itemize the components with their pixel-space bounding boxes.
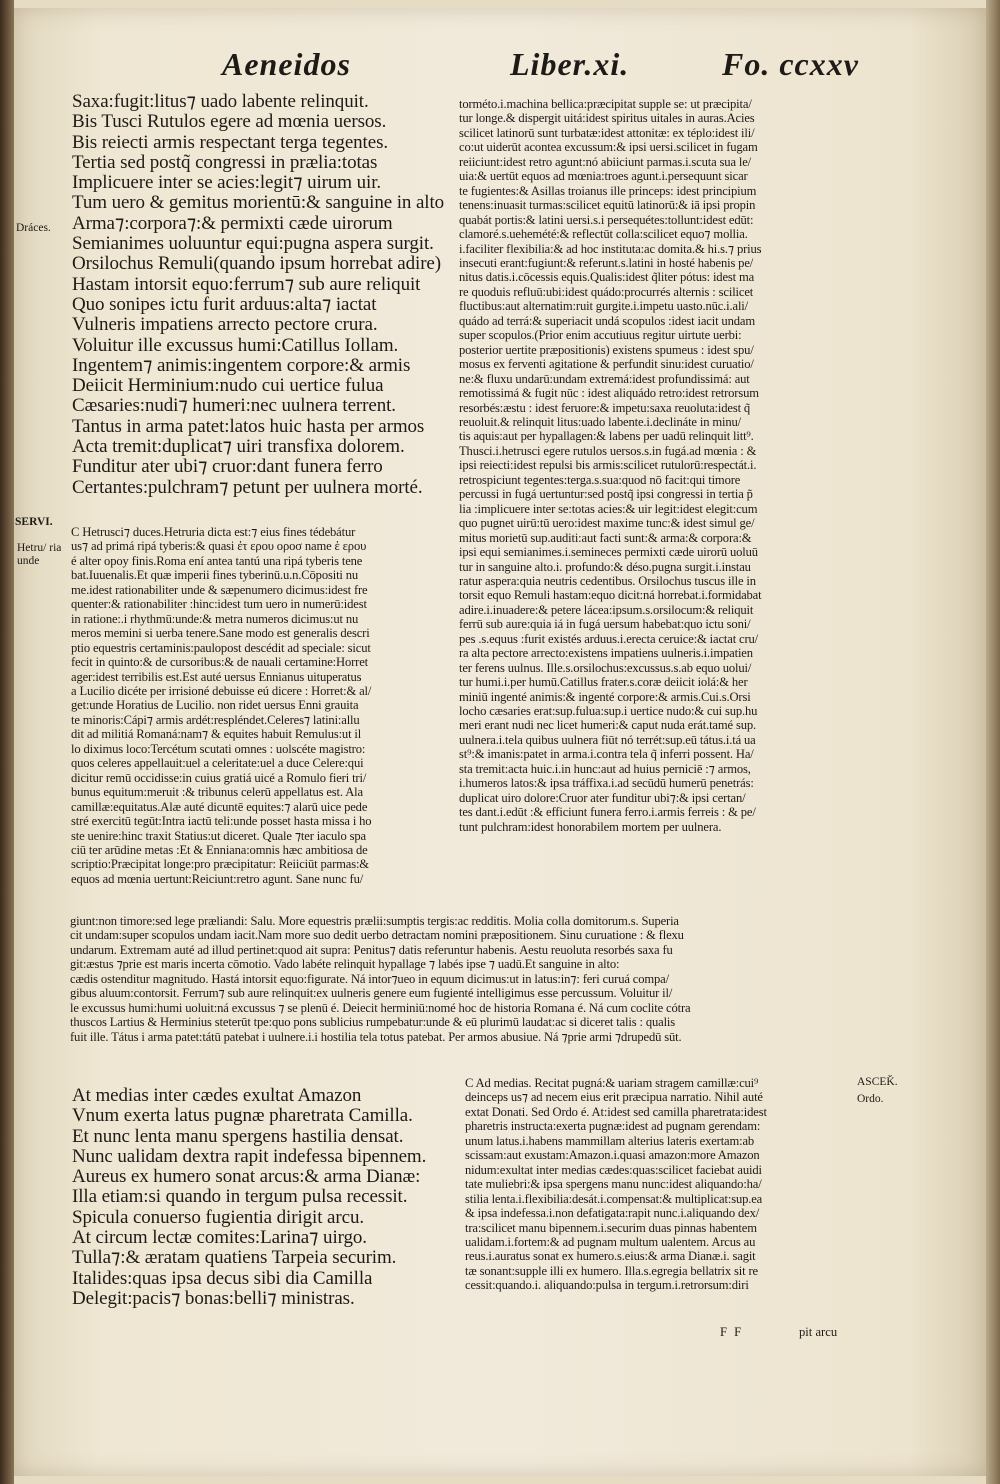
verse-top-line: Tertia sed postq̃ congressi in prælia:totas	[72, 152, 378, 173]
servius-right-line: tur humi.i.per humū.Catillus frater.s.coræ deiicit iolá:& her	[459, 675, 748, 690]
servius-right-line: ter ferens uulnus. Ille.s.orsilochus:excussus.s.ab equo uolui/	[459, 660, 752, 675]
servius-right-line: super scopulos.(Prior enim accutiuus regitur uirtute uerbi:	[459, 328, 742, 343]
header-book: Liber.xi.	[510, 46, 630, 82]
servius-right-line: Thusci.i.hetrusci egere rutulos uersos.s.in fugá.ad mœnia : &	[459, 443, 757, 458]
servius-right-line: miniū ingenté animis:& ingenté corpore:& armis.Cui.s.Orsi	[459, 689, 751, 704]
servius-right-line: posterior uertite præpositionis) existens spumeus : idest spu/	[459, 342, 754, 357]
servius-left-line: ste uenire:hinc traxit Statius:ut diceret. Quale ⁊ter iaculo spa	[71, 828, 366, 843]
servius-right-line: uulnera.i.tela quibus uulnera fiūt nó terrét:sup.eū tátus.i.tá ua	[459, 732, 756, 747]
verse-top-line: Tum uero & gemitus morientū:& sanguine in alto	[72, 193, 445, 214]
verse-bottom-line: At circum lectæ comites:Larina⁊ uirgo.	[72, 1228, 367, 1249]
margin-note-ascen: ASCEǨ.	[857, 1076, 898, 1088]
verse-top-line: Ingentem⁊ animis:ingentem corpore:& armis	[72, 355, 411, 376]
verse-top-line: Certantes:pulchram⁊ petunt per uulnera morté.	[72, 477, 423, 498]
servius-right-line: mitus morietū sup.auditi:aut facti sunt:& arma:& corpora:&	[459, 530, 752, 545]
servius-right-line: torméto.i.machina bellica:præcipitat supple se: ut præcipita/	[459, 97, 752, 111]
servius-right-line: meri erant nudi nec licet humeri:& caput nuda erát.tamé sup.	[459, 718, 756, 733]
servius-bottom-line: pharetris instructa:exerta pugnæ:idest ad pugnam gerendam:	[465, 1119, 761, 1134]
servius-bottom-line: cessit:quando.i. aliquando:pulsa in tergum.i.retrorsum:diri	[465, 1278, 749, 1293]
servius-right-line: reiiciunt:idest retro agunt:nó abiiciunt parmas.i.scuta sua le/	[459, 154, 752, 169]
verse-top-line: Implicuere inter se acies:legit⁊ uirum uir.	[72, 173, 382, 194]
servius-left-line: meros memini si uerba tenere.Sane modo est generalis descri	[71, 626, 370, 641]
servius-left-line: us⁊ ad primá ripá tyberis:& quasi ἐτ ερου οροσ name ἑ ερου	[71, 539, 367, 554]
servius-bottom-line: unum latus.i.habens mammillam alterius lateris exertam:ab	[465, 1133, 755, 1148]
servius-full-line: gibus aluum:contorsit. Ferrum⁊ sub aure relinquit:ex uulneris genere eum fugienté intelligimus esse percussum. Voluitur il/	[70, 986, 673, 1001]
catchword: pit arcu	[799, 1325, 838, 1339]
header-folio: Fo. ccxxv	[722, 46, 859, 82]
servius-right-line: fluctibus:aut alternatim:ruit gurgite.i.impetu uasto.nūc.i.ali/	[459, 299, 749, 314]
servius-bottom-line: tate muliebri:& ipsa spergens manu nunc:idest aliquando:ha/	[465, 1177, 762, 1192]
servius-full-line: thuscos Lartius & Herminius steterūt tpe:quo pons sublicius rumpebatur:unde & eū plurimū laudat:ac si diceret talis : qualis	[70, 1015, 676, 1030]
servius-right-line: quádo ad terrá:& superiacit undá scopulos :idest iacit undam	[459, 313, 755, 328]
verse-bottom-line: Spicula conuerso fugientia dirigit arcu.	[72, 1207, 364, 1228]
servius-left-line: quenter:& rationabiliter :hinc:idest tum uero in numerū:idest	[71, 597, 367, 612]
servius-left-line: lo diximus loco:Tercétum scutati omnes : uolscéte magistro:	[71, 741, 366, 756]
servius-right-line: i.humeros latos:& ipsa tráffixa.i.ad secūdū humerū penetrás:	[459, 776, 754, 791]
servius-right-line: percussi in fugá uertuntur:sed postq̃ ipsi congressi in tertia p̃	[459, 487, 753, 502]
servius-right-line: clamoré.s.uehemété:& reflectūt colla:scilicet equo⁊ mollia.	[459, 227, 748, 242]
servius-right-line: ferrū sub aure:quia iá in fugá uersum habebat:quo ictu soni/	[459, 617, 751, 632]
servius-left-line: C Hetrusci⁊ duces.Hetruria dicta est:⁊ eius fines tédebátur	[71, 525, 356, 539]
running-header	[0, 46, 1000, 90]
servius-full-line: git:æstus ⁊prie est maris incerta cōmotio. Vado labéte relinquit hypallage ⁊ labés ipse ⁊ uadū.Et sanguine in alto:	[70, 957, 620, 972]
servius-right-line: tenens:inuasit turmas:scilicet equitū latinorū:& iā ipsi propin	[459, 198, 756, 213]
servius-left-line: in ratione:.i rhythmū:unde:& metra numeros dicimus:ut nu	[71, 611, 359, 626]
verse-bottom-line: At medias inter cædes exultat Amazon	[72, 1086, 362, 1106]
servius-bottom-line: ualidam.i.fortem:& ad pugnam multum ualentem. Arcus au	[465, 1234, 756, 1249]
servius-full-line: cit undam:super scopulos undam iacit.Nam more suo dedit uerbo detractam nomini præpositionem. Sinu curuatione : & flexu	[70, 928, 684, 943]
servius-right-line: tur longe.& dispergit uitá:idest spiritus uitales in auras.Acies	[459, 111, 755, 126]
servius-right-line: co:ut uiderūt acontea excussum:& ipsi uersi.scilicet in fugam	[459, 140, 758, 155]
servius-bottom-line: stilia lenta.i.flexibilia:desát.i.compensat:& multiplicat:sup.ea	[465, 1191, 763, 1206]
servius-left-line: quos celeres appellauit:uel a celeritate:uel a duce Celere:qui	[71, 756, 364, 771]
verse-bottom-line: Vnum exerta latus pugnæ pharetrata Camilla.	[72, 1106, 413, 1127]
servius-left-line: ager:idest terribilis est.Est auté uersus Ennianus uituperatus	[71, 669, 362, 684]
servius-right-line: sta tremit:acta huic.i.in hunc:aut ad huius perniciē :⁊ armos,	[459, 761, 751, 776]
servius-right-line: quo pugnet uirū:tū uero:idest maxime tunc:& idest simul ge/	[459, 516, 755, 531]
servius-right-line: remotissimá & fugit nūc : idest aliquádo retro:idest retrorsum	[459, 386, 759, 401]
verse-top-line: Deiicit Herminium:nudo cui uertice fulua	[72, 376, 384, 397]
servius-bottom-line: reus.i.auratus sonat ex humero.s.eius:& arma Dianæ.i. sagit	[465, 1249, 756, 1264]
servius-left-line: dit ad militiá Romaná:nam⁊ & equites habuit Remulus:ut il	[71, 727, 362, 742]
servius-right-line: tes dant.i.edūt :& efficiunt funera ferro.i.armis ferreis : & pe/	[459, 805, 756, 820]
margin-note-hetruria: Hetru/ ria unde	[17, 542, 62, 567]
commentary-full-width	[70, 914, 850, 1044]
servius-left-line: get:unde Horatius de Lucilio. non ridet uersus Enni grauita	[71, 698, 359, 713]
servius-left-line: stré exercitū tegūt:Intra iactū teli:unde posset hasta missa i ho	[71, 814, 372, 829]
margin-note-ordo: Ordo.	[857, 1093, 884, 1105]
commentary-right	[459, 97, 851, 834]
servius-bottom-line: extat Donati. Sed Ordo é. At:idest sed camilla pharetrata:idest	[465, 1104, 767, 1119]
verse-top-line: Cæsaries:nudi⁊ humeri:nec uulnera terrent.	[72, 396, 396, 417]
servius-left-line: dicitur remū occidisse:in cuius gratiá uicé a Romulo fieri tri/	[71, 770, 367, 785]
verse-top-line: Acta tremit:duplicat⁊ uiri transfixa dolorem.	[72, 437, 405, 458]
servius-right-line: nitus datis.i.cōcessis equis.Qualis:idest q̃liter pótus: idest ma	[459, 270, 755, 285]
verse-top-line: Arma⁊:corpora⁊:& permixti cæde uirorum	[72, 213, 393, 234]
servius-right-line: adire.i.inuadere:& petere lácea:ipsum.s.orsilocum:& reliquit	[459, 602, 754, 617]
verse-top-line: Quo sonipes ictu furit arduus:alta⁊ iactat	[72, 294, 377, 315]
servius-right-line: st⁹:& imanis:patet in arma.i.contra tela q̃ inferri possent. Ha/	[459, 747, 754, 762]
servius-right-line: ne:& fluxu undarū:undam extremá:idest profundissimá: aut	[459, 371, 750, 386]
verse-bottom-line: Aureus ex humero sonat arcus:& arma Dianæ:	[72, 1167, 421, 1188]
verse-top-line: Bis reiecti armis respectant terga tegentes.	[72, 132, 389, 153]
servius-full-line: undarum. Extremam auté ad illud pertinet:quod ait supra: Penitus⁊ datis referuntur habenis. Aestu reuoluta resorbés saxa fu	[70, 942, 673, 957]
servius-right-line: locho cæsaries erat:sup.fulua:sup.i uertice nudo:& cui sup.hu	[459, 704, 758, 719]
servius-left-line: ciū ter arūdine metas :Et & Enniana:omnis hæc ambitiosa de	[71, 842, 368, 857]
servius-right-line: ratur aspera:quia neutris cedentibus. Orsilochus tuscus ille in	[459, 573, 756, 588]
servius-bottom-line: & ipsa indefessa.i.non defatigata:rapit nunc.i.aliquando dex/	[465, 1206, 760, 1221]
book-spine	[0, 0, 14, 1484]
servius-right-line: tur in sanguine alto.i. profundo:& déso.pugna surgit.i.instau	[459, 559, 751, 574]
signature-mark: F F	[720, 1325, 744, 1339]
servius-right-line: resorbés:æstu : idest feruore:& impetu:saxa reuoluta:idest q̃	[459, 400, 751, 415]
verse-top-line: Funditur ater ubi⁊ cruor:dant funera ferro	[72, 457, 383, 478]
servius-full-line: giunt:non timore:sed lege præliandi: Salu. More equestris prælii:sumptis tergis:ac redditis. Molia colla domitorum.s. Superia	[70, 914, 679, 928]
servius-left-line: scriptio:Præcipitat longe:pro præcipitatur: Reiiciūt parmas:&	[71, 857, 369, 872]
servius-left-line: a Lucilio dicéte per irrisioné debuisse eú dicere : Horret:& al/	[71, 683, 372, 698]
servius-right-line: te fugientes:& Asillas troianus ille princeps: idest principium	[459, 183, 757, 198]
servius-right-line: tis aquis:aut per hypallagen:& labens per uadū relinquit litt⁹.	[459, 429, 754, 444]
servius-right-line: torsit equo Remuli hastam:equo dicit:ná horrebat.i.formidabat	[459, 588, 762, 603]
verse-top-line: Hastam intorsit equo:ferrum⁊ sub aure reliquit	[72, 274, 421, 295]
servius-right-line: reuoluit.& relinquit litus:uado labente.i.declináte in minu/	[459, 414, 741, 429]
verse-block-bottom	[72, 1086, 462, 1309]
margin-note-servius: SERVI.	[15, 516, 53, 528]
commentary-left	[71, 525, 453, 886]
servius-full-line: le excussus humi:humi uoluit:ná excussus ⁊ se plenū é. Deiecit herminiū:nomé hoc de historia Romana é. Ná cum coclite cótra	[70, 1000, 691, 1015]
servius-right-line: mosus ex ferventi agitatione & perfundit sinu:idest curuatio/	[459, 357, 754, 372]
servius-full-line: cædis ostenditur magnitudo. Hastá intorsit equo:figurate. Ná intor⁊ueo in equum dicimus:ut in latus:in⁊: feri curuá compa/	[70, 971, 669, 986]
verse-top-line: Tantus in arma patet:latos huic hasta per armos	[72, 416, 425, 437]
verse-bottom-line: Nunc ualidam dextra rapit indefessa bipennem.	[72, 1146, 427, 1167]
servius-right-line: uia:& uertūt equos ad mœnia:troes agunt.i.persequunt sicar	[459, 169, 748, 184]
verse-block-top	[72, 92, 446, 498]
verse-bottom-line: Italides:quas ipsa decus sibi dia Camilla	[72, 1268, 373, 1289]
verse-bottom-line: Et nunc lenta manu spergens hastilia densat.	[72, 1126, 404, 1147]
verse-bottom-line: Tulla⁊:& æratam quatiens Tarpeia securim.	[72, 1248, 397, 1269]
margin-note-dracones: Dráces.	[16, 222, 51, 234]
servius-bottom-line: C Ad medias. Recitat pugná:& uariam stragem camillæ:cui⁹	[465, 1076, 759, 1090]
servius-left-line: é alter opoy finis.Roma ení antea tantú una ripá tyberis tene	[71, 553, 363, 568]
verse-top-line: Bis Tusci Rutulos egere ad mœnia uersos.	[72, 112, 387, 133]
servius-right-line: pes .s.equus :furit existés arduus.i.erecta ceruice:& iactat cru/	[459, 631, 759, 646]
servius-left-line: camillæ:equitatus.Alæ auté dicuntē equites:⁊ alarū uice pede	[71, 799, 368, 814]
servius-full-line: fuit ille. Tátus i arma patet:tátū patebat i uulnere.i.i hostilia tela totus patebat. Per armos abusiue. Ná ⁊prie armi ⁊drupedū sūt.	[70, 1029, 682, 1044]
servius-left-line: fecit in quinto:& de cursoribus:& de nauali certamine:Horret	[71, 655, 369, 670]
servius-right-line: tunt pulchram:idest honorabilem mortem per uulnera.	[459, 819, 722, 834]
servius-right-line: ipsi reiecti:idest repulsi bis armis:scilicet rutulorū:respectát.i.	[459, 458, 757, 473]
verse-bottom-line: Delegit:pacis⁊ bonas:belli⁊ ministras.	[72, 1288, 355, 1309]
servius-left-line: me.idest rationabiliter unde & sæpenumero dicimus:idest fre	[71, 582, 368, 597]
verse-top-line: Voluitur ille excussus humi:Catillus Iollam.	[72, 335, 399, 356]
servius-right-line: insecuti erant:fugiunt:& referunt.s.latini in hosté habenis pe/	[459, 255, 754, 270]
servius-right-line: duplicat uiro dolore:Cruor ater funditur ubi⁊:& ipsi certan/	[459, 790, 746, 805]
verse-bottom-line: Illa etiam:si quando in tergum pulsa recessit.	[72, 1187, 408, 1208]
servius-right-line: ipsi equi semianimes.i.semineces permixti cæde uirorū uoluū	[459, 545, 758, 560]
verse-top-line: Vulneris impatiens arrecto pectore crura.	[72, 315, 378, 336]
servius-right-line: ra alta pectore arrecto:existens impatiens uulneris.i.impatien	[459, 646, 753, 661]
servius-bottom-line: tra:scilicet manu bipennem.i.securim duas pinnas habentem	[465, 1220, 757, 1235]
servius-left-line: ptio equestris certaminis:paulopost descédit ad speciale: sicut	[71, 640, 371, 655]
servius-right-line: retrospiciunt tegentes:terga.s.sua:quod nō facit:qui timore	[459, 472, 741, 487]
verse-top-line: Saxa:fugit:litus⁊ uado labente relinquit.	[72, 92, 369, 112]
servius-right-line: i.faciliter flexibilia:& ad hoc instituta:ac domita.& hi.s.⁊ prius	[459, 241, 762, 256]
page-edge	[986, 0, 1000, 1484]
verse-top-line: Orsilochus Remuli(quando ipsum horrebat adire)	[72, 254, 441, 275]
servius-bottom-line: deinceps us⁊ ad necem eius erit præcipua narratio. Nihil auté	[465, 1090, 763, 1105]
servius-right-line: lia :implicuere inter se:totas acies:& uir legit:idest elegit:cum	[459, 501, 758, 516]
verse-top-line: Semianimes uoluuntur equi:pugna aspera surgit.	[72, 234, 434, 255]
servius-bottom-line: scissam:aut exustam:Amazon.i.quasi amazon:more Amazon	[465, 1148, 760, 1163]
header-title: Aeneidos	[222, 46, 351, 82]
servius-left-line: bat.Iuuenalis.Et quæ imperii fines tyberinū.u.n.Cōpositi nu	[71, 568, 359, 583]
commentary-bottom	[465, 1076, 841, 1293]
servius-right-line: scilicet latinorū sunt turbatæ:idest attonitæ: ex téplo:idest ili/	[459, 125, 755, 140]
servius-left-line: te minoris:Cápi⁊ armis ardét:respléndet.Celeres⁊ latini:allu	[71, 712, 360, 727]
servius-right-line: re quoduis refluū:ubi:idest quádo:procurrés alternis : scilicet	[459, 284, 754, 299]
servius-right-line: quabát portis:& latini uersi.s.i persequétes:tollunt:idest edūt:	[459, 212, 754, 227]
servius-bottom-line: tæ sonant:supple illi ex humero. Illa.s.egregia bellatrix sit re	[465, 1263, 758, 1278]
servius-left-line: bunus equitum:meruit :& tribunus celerū appellatus est. Ala	[71, 785, 363, 800]
servius-left-line: equos ad mœnia uertunt:Reiciunt:retro agunt. Sane nunc fu/	[71, 871, 364, 886]
servius-bottom-line: nidum:exultat inter medias cædes:quas:scilicet faciebat auidi	[465, 1162, 762, 1177]
